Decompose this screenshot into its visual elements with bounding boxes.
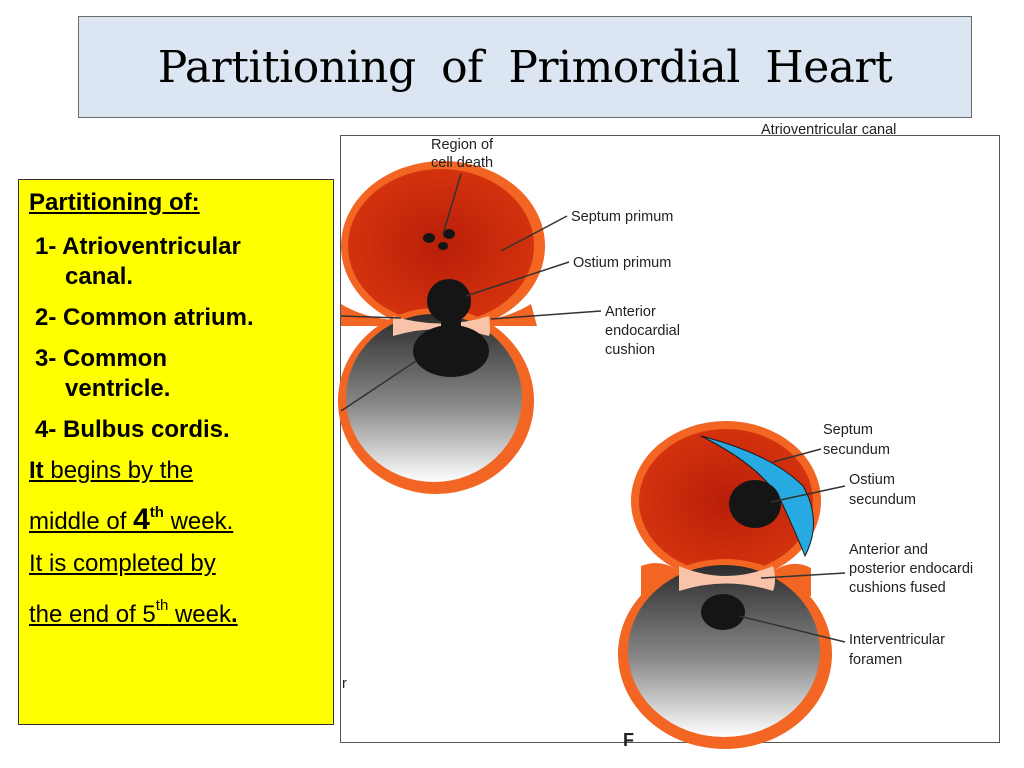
list-item (29, 232, 327, 292)
summary-box (18, 179, 334, 725)
middle-post: week. (163, 508, 234, 535)
end-period: . (231, 601, 238, 628)
list-item-text: 1- Atrioventricular (35, 233, 241, 260)
heart-diagram-svg (341, 122, 1001, 750)
label-ostium-primum: Ostium primum (573, 255, 672, 271)
begins-line (29, 456, 327, 486)
panel-letter-f: F (623, 730, 634, 750)
list-item-text: 2- Common atrium. (35, 304, 254, 331)
completed-line: It is completed by (29, 550, 216, 577)
middle-line (29, 498, 327, 537)
label-fused-line2: posterior endocardi (849, 561, 974, 577)
label-septum-secundum-line1: Septum (823, 422, 873, 438)
cell-death-spot (438, 242, 448, 250)
middle-sup: th (149, 504, 164, 521)
label-cushion-line2: endocardial (605, 323, 680, 339)
lower-heart (618, 421, 832, 749)
label-septum-secundum-line2: secundum (823, 442, 890, 458)
end-pre: the end of 5 (29, 601, 156, 628)
list-item-continuation: canal. (65, 263, 134, 290)
title-box (78, 16, 972, 118)
ostium-secundum-hole (729, 480, 781, 528)
summary-heading (29, 188, 327, 218)
label-region-line1: Region of (431, 137, 494, 153)
label-fused-line1: Anterior and (849, 542, 928, 558)
list-item (29, 344, 327, 404)
label-region-line2: cell death (431, 155, 494, 171)
upper-heart (338, 161, 545, 494)
list-item (29, 303, 327, 333)
leader-line (491, 311, 601, 319)
begins-rest: begins by the (43, 457, 194, 484)
top-cut-text: Atrioventricular canal (761, 122, 897, 138)
heart-diagram (340, 122, 1000, 750)
label-cushion-line3: cushion (605, 342, 655, 358)
label-cushion-line1: Anterior (605, 304, 656, 320)
begins-it: It (29, 457, 44, 484)
label-interventricular-line1: Interventricular (849, 632, 945, 648)
label-ostium-secundum-line2: secundum (849, 492, 916, 508)
list-item-text: 3- Common (35, 345, 167, 372)
label-interventricular-line2: foramen (849, 652, 903, 668)
middle-num: 4 (133, 503, 150, 536)
label-fused-line3: cushions fused (849, 580, 946, 596)
left-edge-letter: r (342, 676, 347, 692)
end-line (29, 591, 327, 630)
list-item (29, 415, 327, 445)
summary-heading-text: Partitioning of (29, 189, 192, 216)
slide-title: Partitioning of Primordial Heart (157, 41, 893, 93)
cell-death-spot (423, 233, 435, 243)
label-ostium-secundum-line1: Ostium (849, 472, 895, 488)
summary-heading-colon: : (191, 189, 200, 216)
upper-dark-opening (413, 325, 489, 377)
end-sup: th (155, 597, 169, 614)
label-septum-primum: Septum primum (571, 209, 674, 225)
end-post: week (168, 601, 231, 628)
middle-pre: middle of (29, 508, 134, 535)
interventricular-foramen-hole (701, 594, 745, 630)
lower-ventricle (628, 565, 820, 737)
list-item-text: 4- Bulbus cordis. (35, 416, 230, 443)
list-item-continuation: ventricle. (65, 375, 171, 402)
